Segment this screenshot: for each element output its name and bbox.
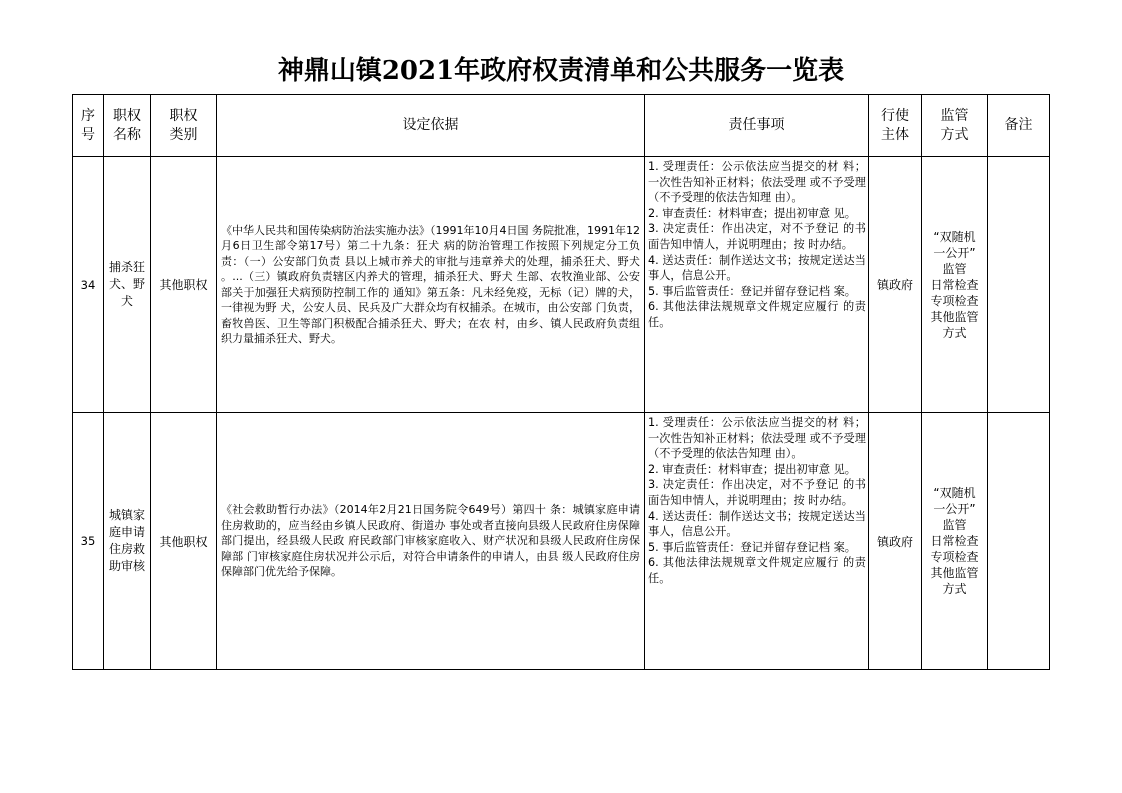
row-supervision: “双随机 一公开” 监管 日常检查 专项检查 其他监管 方式 bbox=[922, 413, 988, 670]
table-header-row bbox=[73, 95, 1050, 157]
header-duty: 责任事项 bbox=[645, 95, 869, 157]
duty-item: 2. 审查责任：材料审查；提出初审意 见。 bbox=[648, 462, 856, 476]
row-no: 34 bbox=[73, 157, 104, 413]
row-no: 35 bbox=[73, 413, 104, 670]
duty-item: 3. 决定责任：作出决定，对不予登记 的书面告知申情人，并说明理由；按 时办结。 bbox=[648, 478, 866, 507]
header-subject: 行使 主体 bbox=[869, 95, 922, 157]
row-subject: 镇政府 bbox=[869, 157, 922, 413]
row-name: 捕杀狂犬、野犬 bbox=[104, 157, 151, 413]
row-duties bbox=[645, 413, 869, 670]
table-row bbox=[73, 413, 1050, 670]
row-note bbox=[988, 157, 1050, 413]
header-no: 序 号 bbox=[73, 95, 104, 157]
row-supervision: “双随机 一公开” 监管 日常检查 专项检查 其他监管 方式 bbox=[922, 157, 988, 413]
header-name: 职权 名称 bbox=[104, 95, 151, 157]
row-category: 其他职权 bbox=[151, 157, 217, 413]
duty-item: 2. 审查责任：材料审查；提出初审意 见。 bbox=[648, 206, 856, 220]
header-note: 备注 bbox=[988, 95, 1050, 157]
header-supervision: 监管 方式 bbox=[922, 95, 988, 157]
row-subject: 镇政府 bbox=[869, 413, 922, 670]
row-basis: 《中华人民共和国传染病防治法实施办法》（1991年10月4日国 务院批准，1991年12月6日卫生部令第17号）第二十九条：狂犬 病的防治管理工作按照下列规定分工负责：（一）公安部门负责 县以上城市养犬的审批与违章养犬的处理，捕杀狂犬、野犬 。...（三）镇政府负责辖区内养犬的管理，捕杀狂犬、野犬 生部、农牧渔业部、公安部关于加强狂犬病预防控制工作的 通知》第五条：凡未经免疫，无标（记）牌的犬，一律视为野 犬，公安人员、民兵及广大群众均有权捕杀。在城市，由公安部 门负责，畜牧兽医、卫生等部门积极配合捕杀狂犬、野犬；在农 村，由乡、镇人民政府负责组织力量捕杀狂犬、野犬。 bbox=[217, 157, 645, 413]
duty-item: 5. 事后监管责任：登记并留存登记档 案。 bbox=[648, 284, 856, 298]
header-basis: 设定依据 bbox=[217, 95, 645, 157]
header-category: 职权 类别 bbox=[151, 95, 217, 157]
row-name: 城镇家庭申请住房救助审核 bbox=[104, 413, 151, 670]
row-basis: 《社会救助暂行办法》（2014年2月21日国务院令649号）第四十 条：城镇家庭申请住房救助的，应当经由乡镇人民政府、街道办 事处或者直接向县级人民政府住房保障部门提出，经县级人民政 府民政部门审核家庭收入、财产状况和县级人民政府住房保障部 门审核家庭住房状况并公示后，对符合申请条件的申请人，由县 级人民政府住房保障部门优先给予保障。 bbox=[217, 413, 645, 670]
row-note bbox=[988, 413, 1050, 670]
duty-item: 6. 其他法律法规规章文件规定应履行 的责任。 bbox=[648, 300, 866, 329]
responsibility-table bbox=[72, 94, 1050, 670]
duty-item: 1. 受理责任：公示依法应当提交的材 料；一次性告知补正材料；依法受理 或不予受理（不予受理的依法告知理 由）。 bbox=[648, 160, 866, 205]
page-title: 神鼎山镇2021年政府权责清单和公共服务一览表 bbox=[277, 56, 845, 86]
duty-item: 4. 送达责任：制作送达文书；按规定送达当事人，信息公开。 bbox=[648, 253, 866, 283]
duty-item: 3. 决定责任：作出决定，对不予登记 的书面告知申情人，并说明理由；按 时办结。 bbox=[648, 222, 866, 251]
row-category: 其他职权 bbox=[151, 413, 217, 670]
row-duties bbox=[645, 157, 869, 413]
duty-item: 1. 受理责任：公示依法应当提交的材 料；一次性告知补正材料；依法受理 或不予受理（不予受理的依法告知理 由）。 bbox=[648, 416, 866, 461]
table-row bbox=[73, 157, 1050, 413]
duty-item: 6. 其他法律法规规章文件规定应履行 的责任。 bbox=[648, 556, 866, 585]
duty-item: 4. 送达责任：制作送达文书；按规定送达当事人，信息公开。 bbox=[648, 509, 866, 539]
duty-item: 5. 事后监管责任：登记并留存登记档 案。 bbox=[648, 540, 856, 554]
